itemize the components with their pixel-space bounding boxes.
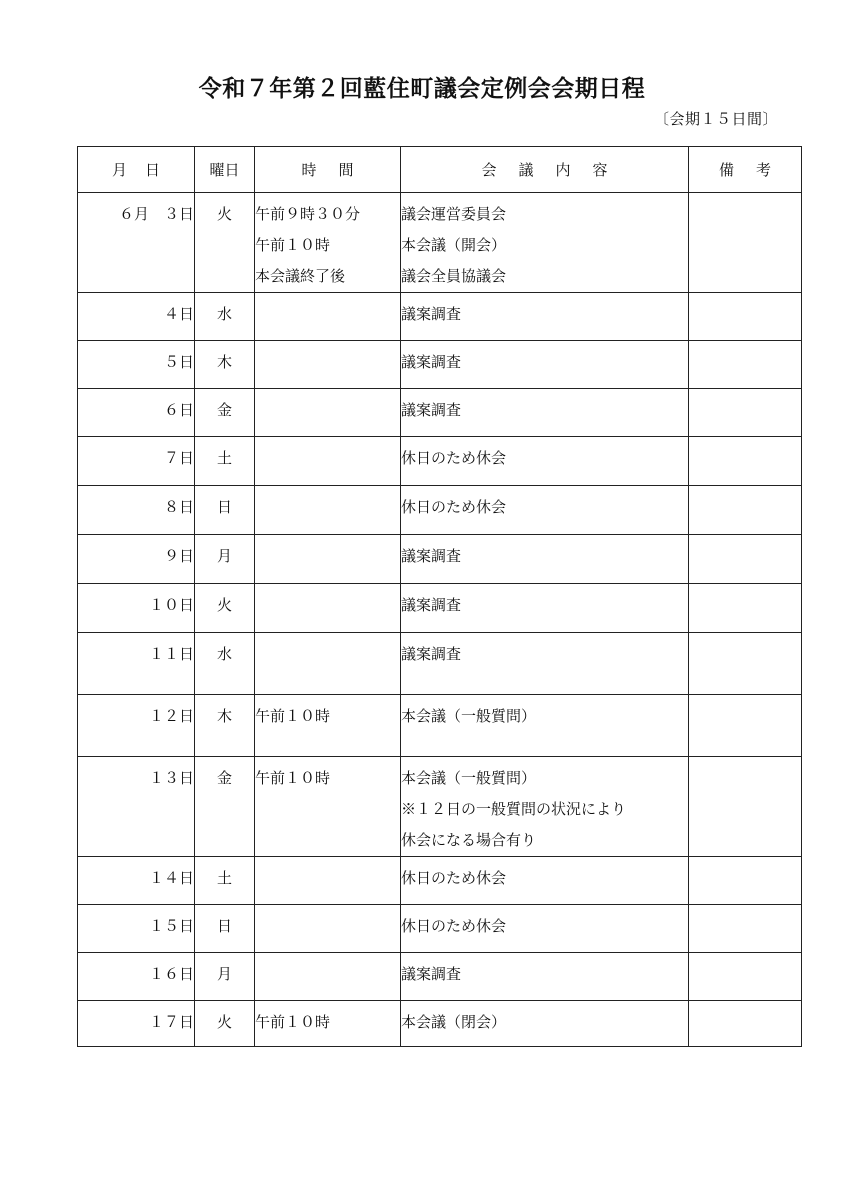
cell-day-of-week: 水	[195, 633, 255, 695]
table-row	[78, 953, 802, 1001]
header-content: 会議内容	[401, 147, 689, 193]
content-line: 議案調査	[401, 645, 462, 663]
cell-time	[255, 757, 401, 857]
cell-time	[255, 695, 401, 757]
cell-time	[255, 633, 401, 695]
cell-day-of-week: 土	[195, 857, 255, 905]
content-line: 議案調査	[401, 353, 462, 371]
table-row	[78, 486, 802, 535]
cell-content	[401, 437, 689, 486]
cell-date: ６月 ３日	[78, 193, 195, 293]
table-row	[78, 633, 802, 695]
cell-date: １０日	[78, 584, 195, 633]
cell-day-of-week: 日	[195, 486, 255, 535]
table-row	[78, 1001, 802, 1047]
cell-time	[255, 486, 401, 535]
cell-date: １４日	[78, 857, 195, 905]
cell-content	[401, 193, 689, 293]
cell-content	[401, 584, 689, 633]
table-row	[78, 757, 802, 857]
content-line: 本会議（閉会）	[401, 1013, 507, 1031]
cell-time	[255, 1001, 401, 1047]
table-row	[78, 695, 802, 757]
cell-content	[401, 695, 689, 757]
content-line: 議会全員協議会	[401, 267, 507, 285]
cell-notes	[689, 486, 802, 535]
cell-notes	[689, 389, 802, 437]
cell-date: １１日	[78, 633, 195, 695]
cell-content	[401, 953, 689, 1001]
content-line: 休日のため休会	[401, 917, 507, 935]
cell-content	[401, 905, 689, 953]
table-row	[78, 857, 802, 905]
table-row	[78, 584, 802, 633]
content-line: 議案調査	[401, 547, 462, 565]
header-dow: 曜日	[195, 147, 255, 193]
cell-notes	[689, 193, 802, 293]
content-line: 議案調査	[401, 401, 462, 419]
cell-date: １２日	[78, 695, 195, 757]
table-row	[78, 905, 802, 953]
schedule-body	[78, 193, 802, 1047]
page-title: 令和７年第２回藍住町議会定例会会期日程	[198, 75, 646, 102]
cell-notes	[689, 437, 802, 486]
table-row	[78, 341, 802, 389]
cell-notes	[689, 341, 802, 389]
session-length: 〔会期１５日間〕	[653, 110, 778, 128]
time-line: 午前１０時	[255, 769, 331, 787]
header-notes: 備考	[689, 147, 802, 193]
cell-time	[255, 535, 401, 584]
cell-day-of-week: 月	[195, 953, 255, 1001]
cell-time	[255, 193, 401, 293]
cell-notes	[689, 757, 802, 857]
cell-date: ６日	[78, 389, 195, 437]
cell-date: １５日	[78, 905, 195, 953]
header-date: 月日	[78, 147, 195, 193]
header-time: 時間	[255, 147, 401, 193]
content-line: 休日のため休会	[401, 498, 507, 516]
cell-day-of-week: 日	[195, 905, 255, 953]
cell-day-of-week: 木	[195, 341, 255, 389]
cell-time	[255, 905, 401, 953]
cell-time	[255, 437, 401, 486]
time-line: 午前１０時	[255, 707, 331, 725]
time-line: 午前１０時	[255, 1013, 331, 1031]
table-row	[78, 437, 802, 486]
cell-notes	[689, 857, 802, 905]
cell-date: １３日	[78, 757, 195, 857]
cell-content	[401, 389, 689, 437]
table-row	[78, 389, 802, 437]
cell-content	[401, 293, 689, 341]
table-row	[78, 193, 802, 293]
content-line: 本会議（開会）	[401, 236, 507, 254]
time-line: 午前１０時	[255, 236, 331, 254]
content-line: ※１２日の一般質問の状況により	[401, 800, 627, 818]
cell-content	[401, 633, 689, 695]
cell-day-of-week: 金	[195, 389, 255, 437]
cell-time	[255, 293, 401, 341]
cell-notes	[689, 633, 802, 695]
cell-date: ４日	[78, 293, 195, 341]
content-line: 議会運営委員会	[401, 205, 507, 223]
content-line: 議案調査	[401, 965, 462, 983]
cell-notes	[689, 695, 802, 757]
content-line: 休会になる場合有り	[401, 831, 537, 849]
cell-notes	[689, 953, 802, 1001]
content-line: 休日のため休会	[401, 449, 507, 467]
cell-date: １６日	[78, 953, 195, 1001]
content-line: 議案調査	[401, 596, 462, 614]
cell-content	[401, 757, 689, 857]
content-line: 本会議（一般質問）	[401, 707, 537, 725]
cell-date: ５日	[78, 341, 195, 389]
cell-date: １７日	[78, 1001, 195, 1047]
cell-date: ９日	[78, 535, 195, 584]
cell-day-of-week: 木	[195, 695, 255, 757]
cell-content	[401, 857, 689, 905]
cell-content	[401, 486, 689, 535]
cell-day-of-week: 火	[195, 584, 255, 633]
cell-day-of-week: 月	[195, 535, 255, 584]
cell-notes	[689, 905, 802, 953]
cell-content	[401, 1001, 689, 1047]
cell-day-of-week: 水	[195, 293, 255, 341]
table-header-row	[78, 147, 802, 193]
cell-content	[401, 341, 689, 389]
cell-time	[255, 584, 401, 633]
cell-notes	[689, 1001, 802, 1047]
cell-day-of-week: 火	[195, 193, 255, 293]
time-line: 本会議終了後	[255, 267, 346, 285]
cell-time	[255, 953, 401, 1001]
cell-notes	[689, 293, 802, 341]
content-line: 休日のため休会	[401, 869, 507, 887]
table-row	[78, 293, 802, 341]
content-line: 議案調査	[401, 305, 462, 323]
cell-notes	[689, 535, 802, 584]
cell-time	[255, 341, 401, 389]
schedule-table	[77, 146, 802, 1047]
time-line: 午前９時３０分	[255, 205, 361, 223]
cell-day-of-week: 土	[195, 437, 255, 486]
cell-day-of-week: 金	[195, 757, 255, 857]
table-row	[78, 535, 802, 584]
cell-time	[255, 389, 401, 437]
content-line: 本会議（一般質問）	[401, 769, 537, 787]
cell-day-of-week: 火	[195, 1001, 255, 1047]
cell-date: ８日	[78, 486, 195, 535]
cell-content	[401, 535, 689, 584]
cell-time	[255, 857, 401, 905]
cell-notes	[689, 584, 802, 633]
cell-date: ７日	[78, 437, 195, 486]
